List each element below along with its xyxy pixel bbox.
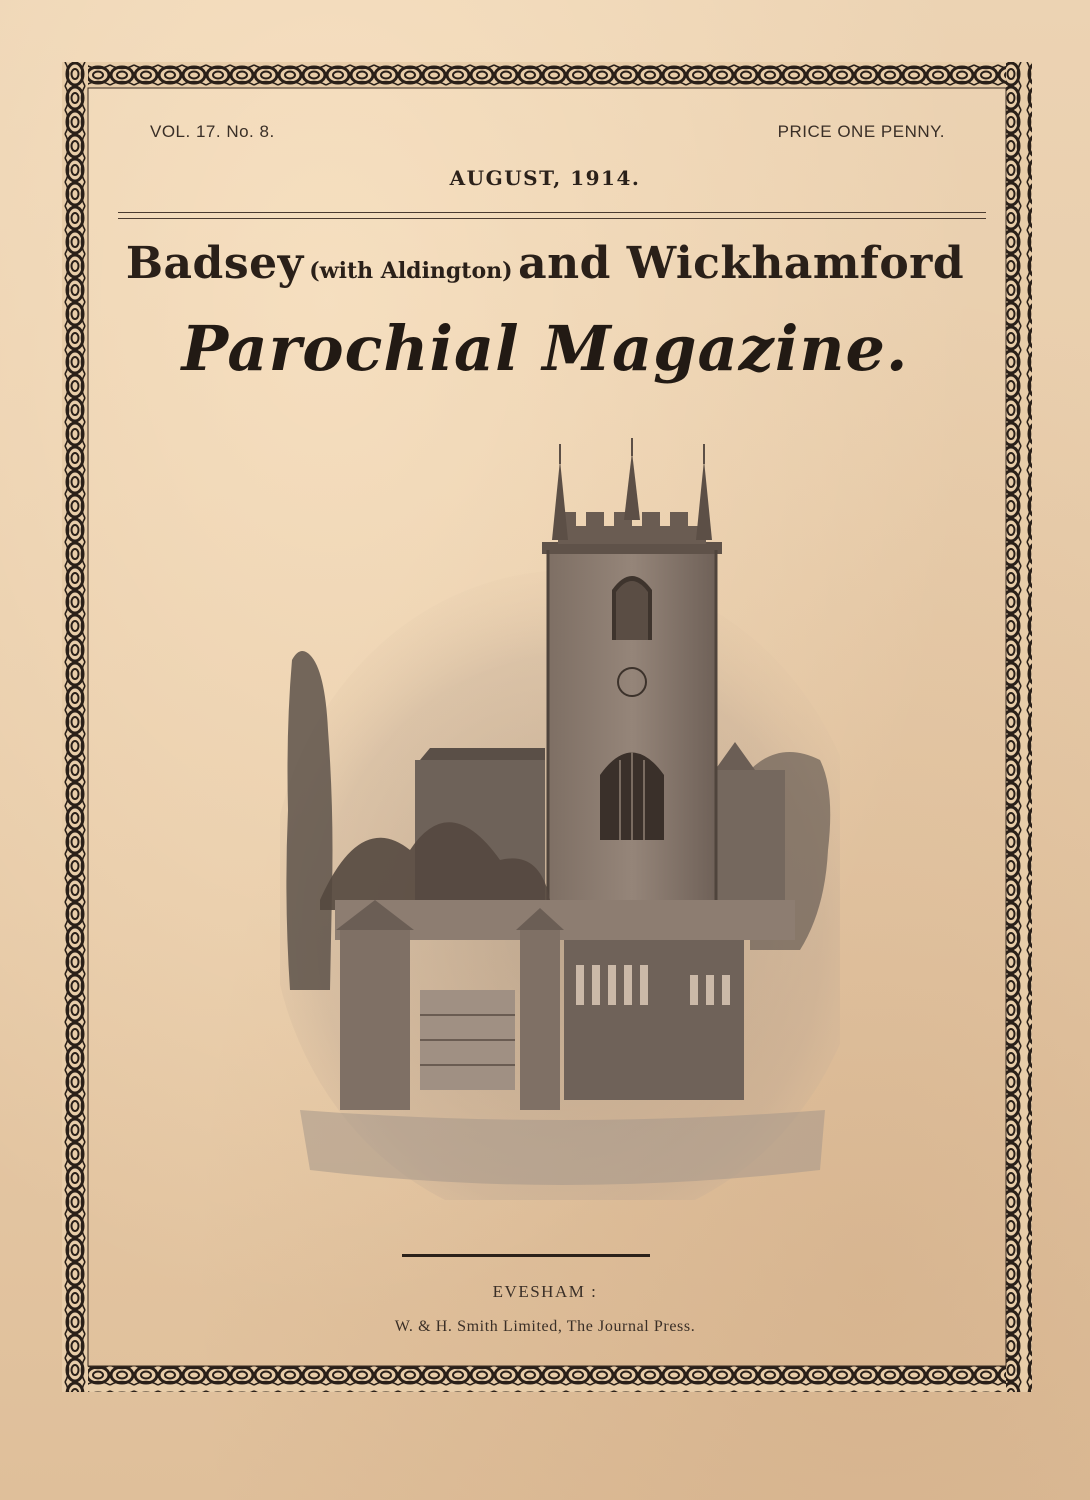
magazine-subtitle: Parochial Magazine.	[181, 312, 909, 385]
issue-date: AUGUST, 1914.	[449, 166, 641, 190]
volume-number: VOL. 17. No. 8.	[150, 122, 275, 141]
publisher-name: W. & H. Smith Limited, The Journal Press.	[394, 1318, 696, 1335]
magazine-title	[0, 238, 1090, 289]
header-divider	[118, 212, 986, 219]
footer-rule	[402, 1254, 650, 1257]
publisher-place: EVESHAM :	[492, 1282, 598, 1301]
church-illustration	[280, 430, 840, 1200]
title-wickhamford: and Wickhamford	[518, 238, 965, 289]
title-with-aldington: (with Aldington)	[309, 258, 513, 284]
title-badsey: Badsey	[125, 238, 304, 289]
price-label: PRICE ONE PENNY.	[777, 122, 945, 141]
